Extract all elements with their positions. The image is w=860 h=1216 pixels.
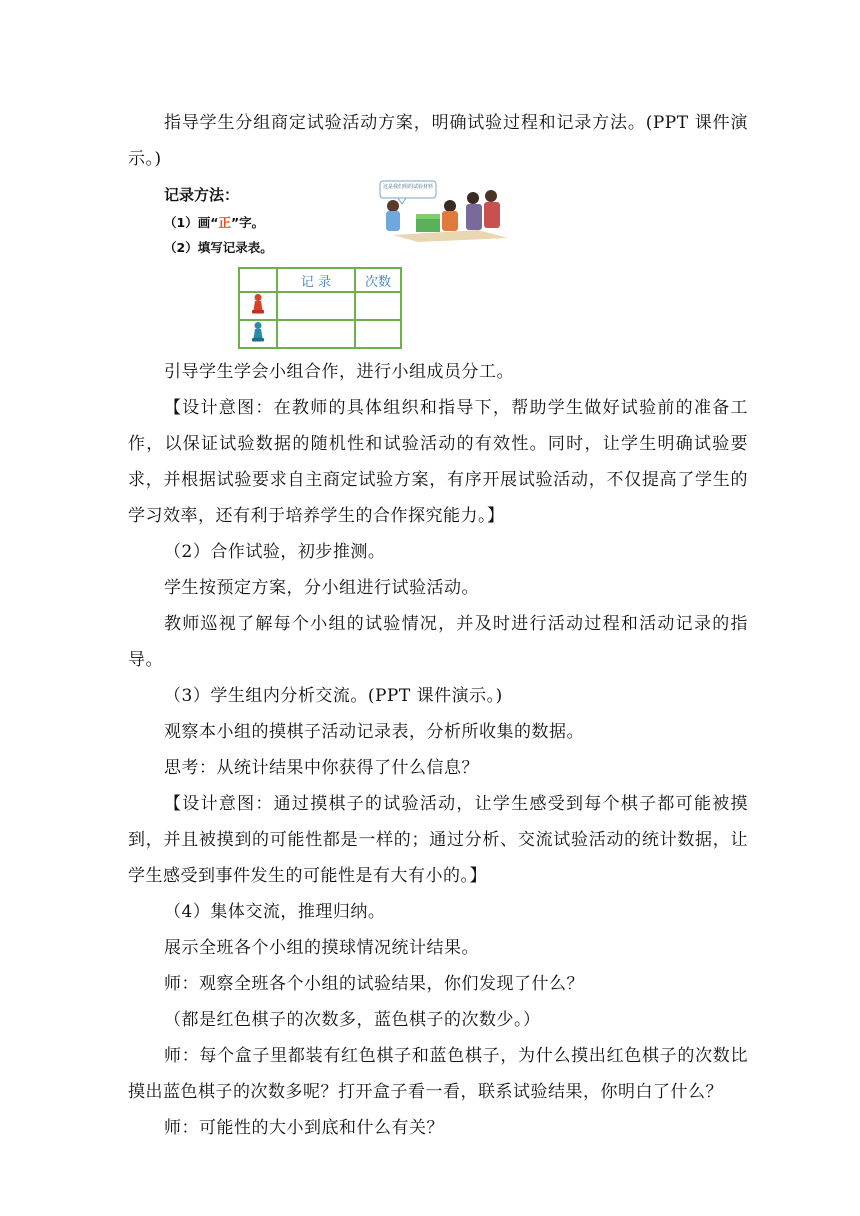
paragraph-think: 思考：从统计结果中你获得了什么信息？ xyxy=(164,758,479,778)
paragraph-answer: （都是红色棋子的次数多，蓝色棋子的次数少。） xyxy=(164,1010,541,1030)
record-table-header-record: 记 录 xyxy=(277,268,355,292)
paragraph-show-results: 展示全班各个小组的摸球情况统计结果。 xyxy=(164,938,479,958)
record-table xyxy=(238,267,402,349)
students-illustration xyxy=(378,180,513,242)
speech-bubble-text: 这是我们组的试验材料 xyxy=(383,184,434,190)
paragraph-teacher-q2: 师：每个盒子里都装有红色棋子和蓝色棋子，为什么摸出红色棋子的次数比摸出蓝色棋子的次数多呢？打开盒子看一看，联系试验结果，你明白了什么？ xyxy=(128,1046,748,1102)
paragraph-design-intent-1: 【设计意图：在教师的具体组织和指导下，帮助学生做好试验前的准备工作，以保证试验数据的随机性和试验活动的有效性。同时，让学生明确试验要求，并根据试验要求自主商定试验方案，有序开展试验活动，不仅提高了学生的学习效率，还有利于培养学生的合作探究能力。】 xyxy=(128,398,748,526)
paragraph-design-intent-2: 【设计意图：通过摸棋子的试验活动，让学生感受到每个棋子都可能被摸到，并且被摸到的可能性都是一样的；通过分析、交流试验活动的统计数据，让学生感受到事件发生的可能性是有大有小的。】 xyxy=(128,794,748,886)
paragraph-intro: 指导学生分组商定试验活动方案，明确试验过程和记录方法。(PPT 课件演示。) xyxy=(128,113,748,169)
table-row xyxy=(239,320,401,348)
paragraph-group-work: 引导学生学会小组合作，进行小组成员分工。 xyxy=(164,362,514,382)
paragraph-step-2: （2）合作试验，初步推测。 xyxy=(164,542,386,562)
recording-method-figure xyxy=(128,180,748,350)
paragraph-students-act: 学生按预定方案，分小组进行试验活动。 xyxy=(164,578,479,598)
paragraph-observe: 观察本小组的摸棋子活动记录表，分析所收集的数据。 xyxy=(164,722,584,742)
paragraph-step-4: （4）集体交流，推理归纳。 xyxy=(164,902,386,922)
paragraph-teacher-patrol: 教师巡视了解每个小组的试验情况，并及时进行活动过程和活动记录的指导。 xyxy=(128,614,748,670)
table-row xyxy=(239,292,401,320)
record-table-header-count: 次数 xyxy=(355,268,401,292)
blue-piece-icon xyxy=(239,320,277,348)
zheng-char: 正 xyxy=(218,215,231,230)
figure-item-1: （1）画“正”字。 xyxy=(164,215,265,230)
paragraph-teacher-q3: 师：可能性的大小到底和什么有关？ xyxy=(164,1118,444,1138)
paragraph-teacher-q1: 师：观察全班各个小组的试验结果，你们发现了什么？ xyxy=(164,974,584,994)
figure-item-2: （2）填写记录表。 xyxy=(164,240,273,255)
red-piece-icon xyxy=(239,292,277,320)
figure-title: 记录方法： xyxy=(164,186,240,204)
paragraph-step-3: （3）学生组内分析交流。(PPT 课件演示。) xyxy=(164,686,503,706)
record-table-header-blank xyxy=(239,268,277,292)
